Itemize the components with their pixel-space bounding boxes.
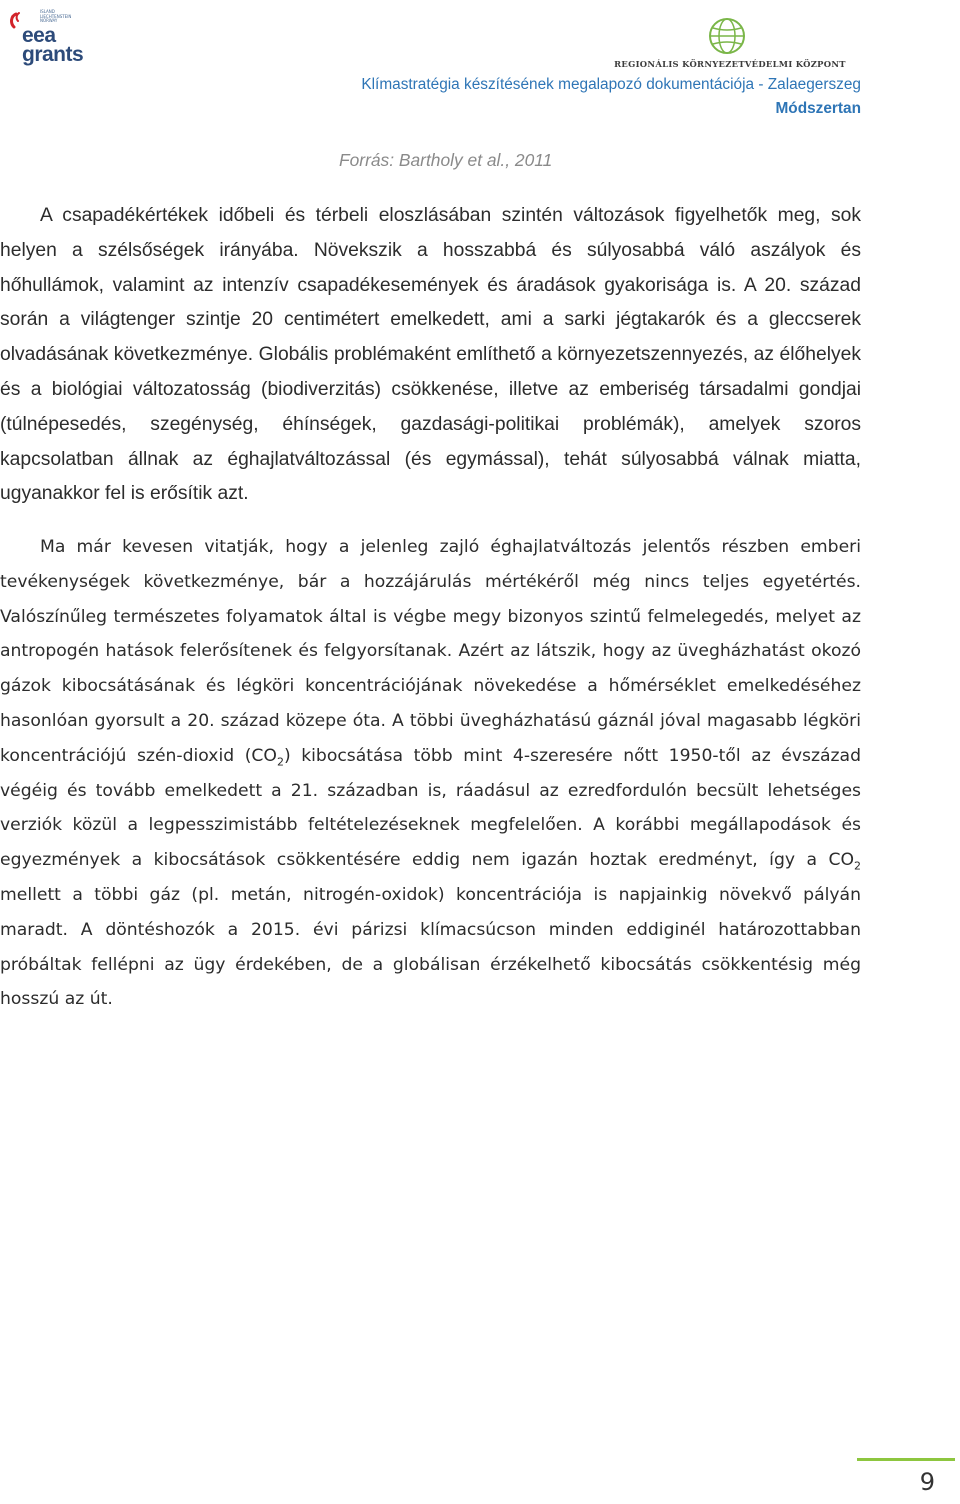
co2-subscript-1: 2 <box>276 755 284 769</box>
figure-source: Forrás: Bartholy et al., 2011 <box>339 150 553 170</box>
rkk-globe-icon <box>707 16 747 56</box>
paragraph-anthropogenic <box>0 530 861 1017</box>
eea-wordmark <box>22 26 83 64</box>
rkk-org-name: REGIONÁLIS KÖRNYEZETVÉDELMI KÖZPONT <box>614 59 846 69</box>
paragraph-precipitation: A csapadékértékek időbeli és térbeli eloszlásában szintén változások figyelhetők meg, sok helyen a szélsőségek irányába. Növekszik a hosszabbá és súlyosabbá váló aszályok és hőhullámok, valamint az intenzív csapadékesemények és áradások gyakorisága is. A 20. század során a világtenger szintje 20 centimétert emelkedett, ami a sarki jégtakarók és a gleccserek olvadásának következménye. Globális problémaként említhető a környezetszennyezés, az élőhelyek és a biológiai változatosság (biodiverzitás) csökkenése, illetve az emberiség társadalmi gondjai (túlnépesedés, szegénység, éhínségek, gazdasági-politikai problémák), amelyek szoros kapcsolatban állnak az éghajlatváltozással (és egymással), tehát súlyosabbá válnak miatta, ugyanakkor fel is erősítik azt. <box>0 205 861 505</box>
co2-subscript-2: 2 <box>854 859 861 873</box>
eea-donor-countries: ISLAND LIECHTENSTEIN NORWAY <box>40 9 72 23</box>
footer-divider <box>857 1458 955 1461</box>
eea-wordmark-line1: eea <box>22 24 56 47</box>
para2-text-1: Ma már kevesen vitatják, hogy a jelenleg zajló éghajlatváltozás jelentős részben emberi tevékenységek következménye, bár a hozzájárulás mértékéről még nincs teljes egyetértés. Valószínűleg természetes folyamatok által is végbe megy bizonyos szintű felmelegedés, melyet az antropogén hatások felerősítenek és felgyorsítanak. Azért az látszik, hogy az üvegházhatást okozó gázok kibocsátásának és légköri koncentrációjának növekedése a hőmérséklet emelkedéséhez hasonlóan gyorsult a 20. század közepe óta. A többi üvegházhatású gáznál jóval magasabb légköri koncentrációjú szén-dioxid (CO <box>0 537 861 766</box>
rkk-logo <box>600 12 860 70</box>
document-title: Klímastratégia készítésének megalapozó dokumentációja - Zalaegerszeg <box>361 76 861 93</box>
section-title: Módszertan <box>775 100 861 117</box>
eea-wordmark-line2: grants <box>22 43 84 66</box>
eea-grants-logo <box>10 10 100 66</box>
page-number: 9 <box>919 1468 935 1496</box>
para2-text-2: ) kibocsátása több mint 4-szeresére nőtt 1950-től az évszázad végéig és tovább emelkedett a 21. században is, ráadásul az ezredfordulón becsült lehetséges verziók közül a legpesszimistább feltételezéseknek megfelelően. A korábbi megállapodások és egyezmények a kibocsátások csökkentésére eddig nem igazán hoztak eredményt, így a CO <box>0 745 861 871</box>
para2-text-3: mellett a többi gáz (pl. metán, nitrogén-oxidok) koncentrációja is napjainkig növekvő pályán maradt. A döntéshozók a 2015. évi párizsi klímacsúcson minden eddiginél határozottabban próbáltak fellépni az ügy érdekében, de a globálisan érzékelhető kibocsátás csökkentésig még hosszú az út. <box>0 884 861 1010</box>
